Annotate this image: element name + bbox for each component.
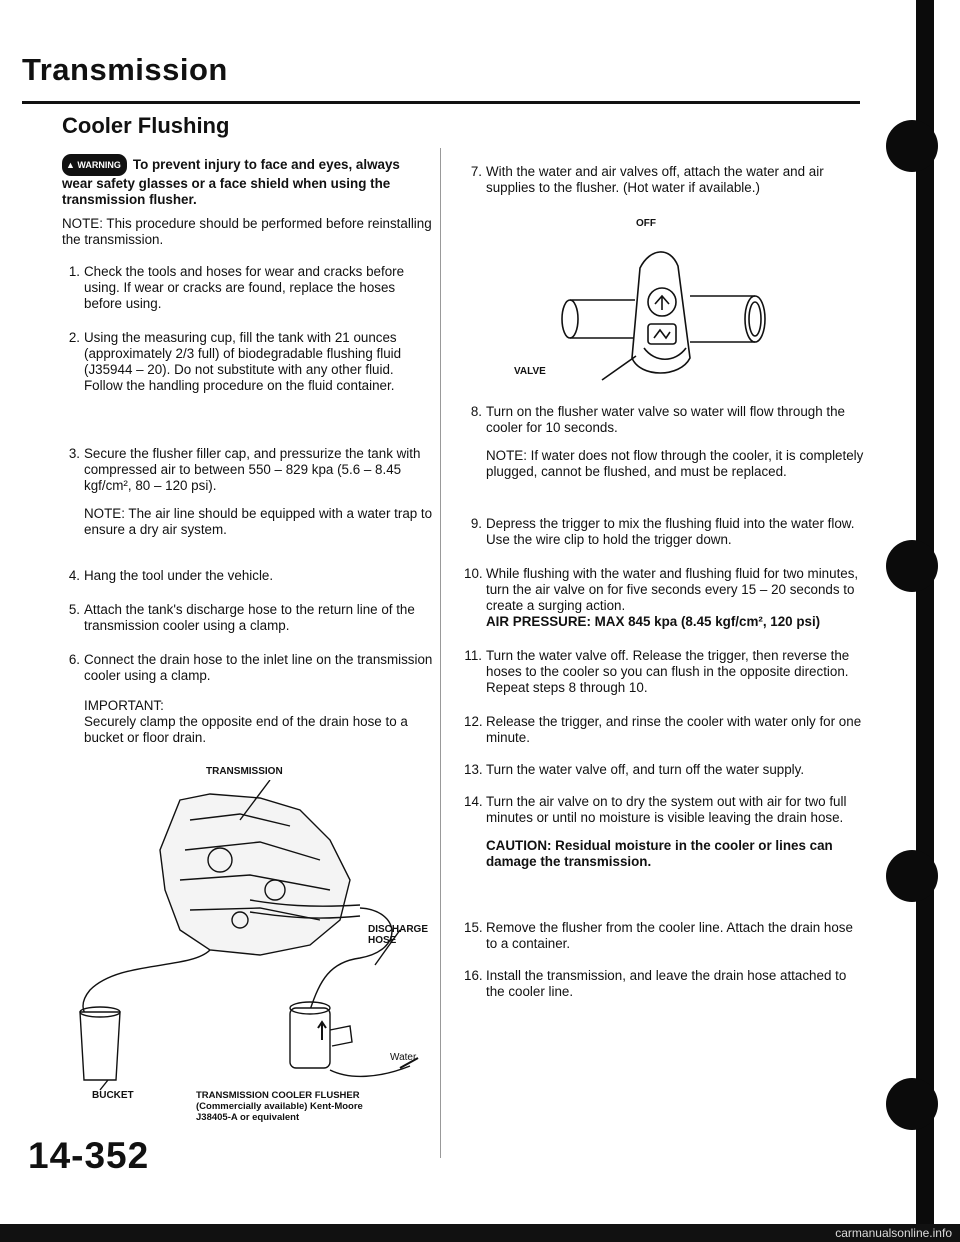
label-transmission: TRANSMISSION: [206, 766, 283, 777]
label-water: Water: [390, 1052, 417, 1063]
step-6: 6. Connect the drain hose to the inlet line on the transmission cooler using a clamp. IMPORTANT: Securely clamp the opposite end of the drain hose to a bucket or floor drain.: [68, 652, 433, 745]
caution-text: CAUTION: Residual moisture in the cooler or lines can damage the transmission.: [486, 838, 833, 869]
watermark: carmanualsonline.info: [835, 1226, 952, 1240]
label-valve: VALVE: [514, 366, 546, 377]
step-4: 4. Hang the tool under the vehicle.: [68, 568, 274, 583]
step-5: 5. Attach the tank's discharge hose to the return line of the transmission cooler using a clamp.: [68, 602, 415, 633]
note: NOTE: This procedure should be performed before reinstalling the transmission.: [62, 216, 432, 247]
bottom-bar: [0, 1224, 960, 1242]
column-divider: [440, 148, 441, 1158]
section-tab: [886, 120, 938, 172]
flushing-setup-diagram: [60, 780, 440, 1100]
page-number: 14-352: [28, 1135, 150, 1176]
step-8: 8. Turn on the flusher water valve so water will flow through the cooler for 10 seconds. NOTE: If water does not flow through the cooler, it is completely plugged, cannot be flushed, and must be replaced.: [486, 404, 866, 480]
warning-icon: ▲ WARNING: [62, 154, 127, 176]
step-2: 2. Using the measuring cup, fill the tank with 21 ounces (approximately 2/3 full) of biodegradable flushing fluid (J35944 – 20). Do not substitute with any other fluid. Follow the handling procedure on the fluid container.: [68, 330, 402, 393]
binding-bar: [916, 0, 934, 1242]
page-title: Transmission: [22, 52, 228, 87]
section-tab: [886, 850, 938, 902]
step-12: 12. Release the trigger, and rinse the cooler with water only for one minute.: [464, 714, 862, 745]
header-rule: [22, 101, 860, 104]
label-flusher: TRANSMISSION COOLER FLUSHER (Commercially available) Kent-Moore J38405-A or equivalent: [196, 1090, 363, 1123]
step-9: 9. Depress the trigger to mix the flushing fluid into the water flow. Use the wire clip to hold the trigger down.: [470, 516, 855, 547]
step-15: 15. Remove the flusher from the cooler line. Attach the drain hose to a container.: [464, 920, 853, 951]
section-title: Cooler Flushing: [62, 113, 230, 138]
step-13: 13. Turn the water valve off, and turn off the water supply.: [464, 762, 805, 777]
step-16: 16. Install the transmission, and leave the drain hose attached to the cooler line.: [464, 968, 847, 999]
step-8-note: NOTE: If water does not flow through the cooler, it is completely plugged, cannot be flushed, and must be replaced.: [486, 448, 864, 479]
label-off: OFF: [636, 218, 656, 229]
step-7: 7. With the water and air valves off, attach the water and air supplies to the flusher. (Hot water if available.): [470, 164, 824, 195]
step-3-note: NOTE: The air line should be equipped with a water trap to ensure a dry air system.: [84, 506, 433, 537]
valve-diagram: [540, 238, 780, 388]
step-10: 10. While flushing with the water and flushing fluid for two minutes, turn the air valve on for five seconds every 15 – 20 seconds to create a surging action. AIR PRESSURE: MAX 845 kpa (8.45 kgf/cm², 120 psi): [486, 566, 866, 630]
important-label: IMPORTANT:: [84, 698, 164, 713]
step-3: 3. Secure the flusher filler cap, and pressurize the tank with compressed air to between 550 – 829 kpa (5.6 – 8.45 kgf/cm², 80 – 120 psi). NOTE: The air line should be equipped with a water trap to ensure a dry air system.: [68, 446, 433, 537]
section-tab: [886, 1078, 938, 1130]
label-discharge-hose: DISCHARGE HOSE: [368, 924, 429, 946]
warning-text: To prevent injury to face and eyes, always wear safety glasses or a face shield when using the transmission flusher.: [62, 157, 400, 207]
warning-block: [62, 154, 434, 208]
label-bucket: BUCKET: [92, 1090, 134, 1101]
step-11: 11. Turn the water valve off. Release the trigger, then reverse the hoses to the cooler so you can flush in the opposite direction. Repeat steps 8 through 10.: [464, 648, 850, 695]
important-text: Securely clamp the opposite end of the drain hose to a bucket or floor drain.: [84, 714, 408, 745]
step-1: 1. Check the tools and hoses for wear and cracks before using. If wear or cracks are found, replace the hoses before using.: [68, 264, 405, 311]
air-pressure-spec: AIR PRESSURE: MAX 845 kpa (8.45 kgf/cm², 120 psi): [486, 614, 821, 629]
step-14: 14. Turn the air valve on to dry the system out with air for two full minutes or until no moisture is visible leaving the drain hose. CAUTION: Residual moisture in the cooler or lines can damage the transmission.: [486, 794, 866, 870]
section-tab: [886, 540, 938, 592]
